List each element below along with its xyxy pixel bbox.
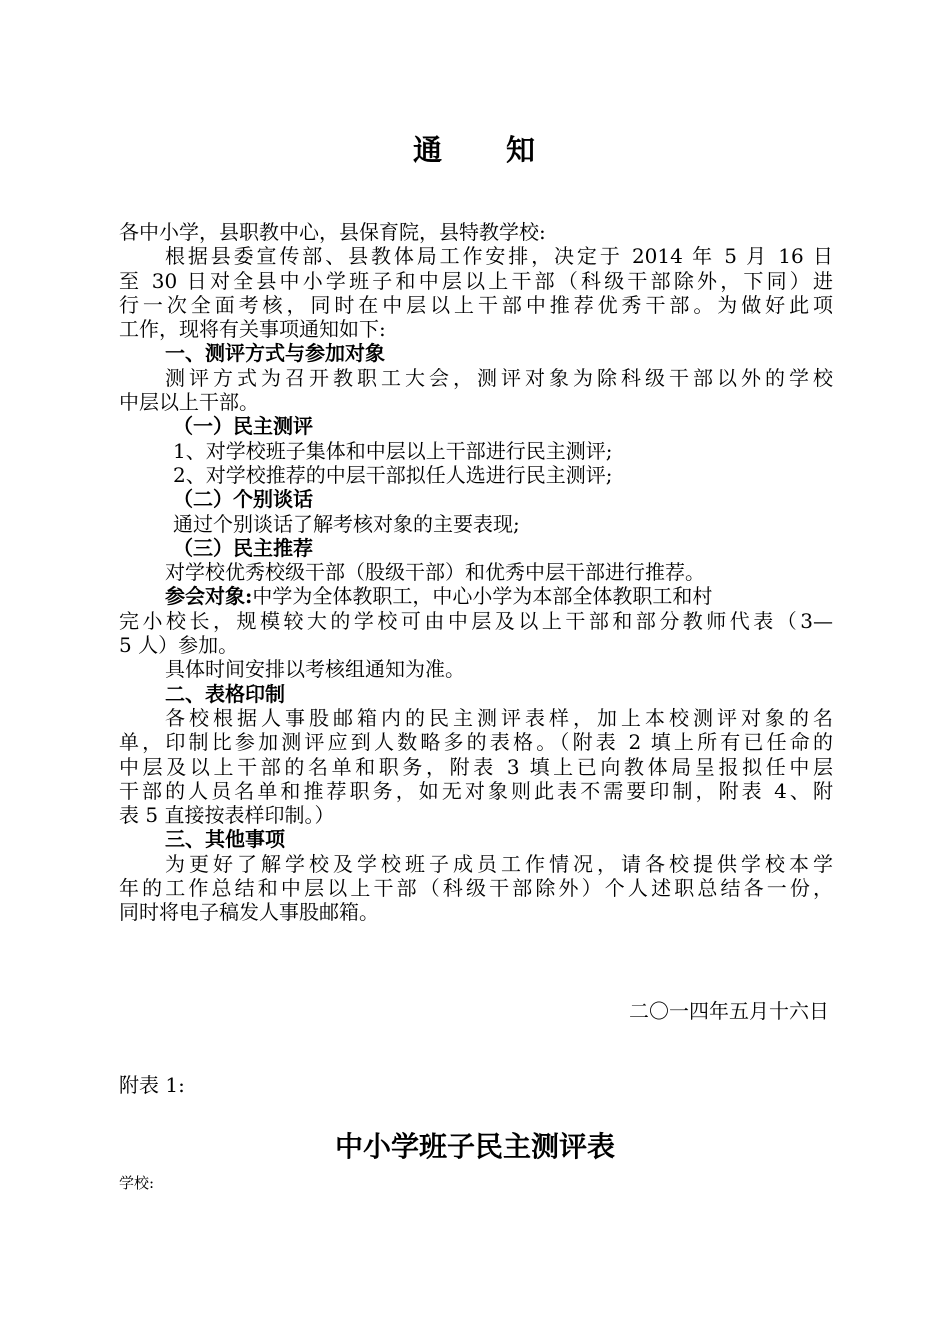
section1-text: 中层以上干部。 [119,390,259,415]
school-label: 学校: [119,1174,155,1192]
notice-body [119,220,833,925]
participants-text: 完小校长，规模较大的学校可由中层及以上干部和部分教师代表（3— [119,608,833,633]
subsection-heading: （一）民主测评 [173,414,313,439]
intro-line: 工作，现将有关事项通知如下: [119,317,386,342]
participants-text: 5 人）参加。 [119,633,239,658]
appendix-title: 中小学班子民主测评表 [334,1130,615,1163]
subsection-text: 通过个别谈话了解考核对象的主要表现; [173,511,520,536]
notice-date: 二〇一四年五月十六日 [629,999,829,1023]
section3-text: 同时将电子稿发人事股邮箱。 [119,900,379,925]
section3-text: 年的工作总结和中层以上干部（科级干部除外）个人述职总结各一份， [119,876,833,901]
section3-text: 为更好了解学校及学校班子成员工作情况，请各校提供学校本学 [165,851,833,876]
subsection-heading: （三）民主推荐 [173,535,313,560]
section3-heading: 三、其他事项 [165,827,285,852]
intro-line: 至 30 日对全县中小学班子和中层以上干部（科级干部除外，下同）进 [119,268,833,293]
section1-heading: 一、测评方式与参加对象 [165,341,385,366]
section2-text: 单，印制比参加测评应到人数略多的表格。（附表 2 填上所有已任命的 [119,730,833,755]
schedule-text: 具体时间安排以考核组通知为准。 [165,657,465,682]
intro-line: 根据县委宣传部、县教体局工作安排，决定于 2014 年 5 月 16 日 [165,244,833,269]
appendix-label: 附表 1: [119,1073,185,1097]
participants-label: 参会对象: [165,584,253,609]
section2-text: 中层及以上干部的名单和职务，附表 3 填上已向教体局呈报拟任中层 [119,754,833,779]
addressee: 各中小学，县职教中心，县保育院，县特教学校: [119,220,546,244]
subsection-heading: （二）个别谈话 [173,487,313,512]
intro-line: 行一次全面考核，同时在中层以上干部中推荐优秀干部。为做好此项 [119,292,833,317]
section2-heading: 二、表格印制 [165,681,285,706]
section2-text: 干部的人员名单和推荐职务，如无对象则此表不需要印制，附表 4、附 [119,778,833,803]
section2-text: 表 5 直接按表样印制。） [119,803,335,828]
list-item: 1、对学校班子集体和中层以上干部进行民主测评; [173,438,613,463]
section2-text: 各校根据人事股邮箱内的民主测评表样，加上本校测评对象的名 [165,705,833,730]
subsection-text: 对学校优秀校级干部（股级干部）和优秀中层干部进行推荐。 [165,560,705,585]
list-item: 2、对学校推荐的中层干部拟任人选进行民主测评; [173,462,613,487]
participants-line [119,584,833,608]
notice-title: 通 知 [412,133,537,167]
section1-text: 测评方式为召开教职工大会，测评对象为除科级干部以外的学校 [165,365,833,390]
participants-text: 中学为全体教职工，中心小学为本部全体教职工和村 [252,584,713,609]
